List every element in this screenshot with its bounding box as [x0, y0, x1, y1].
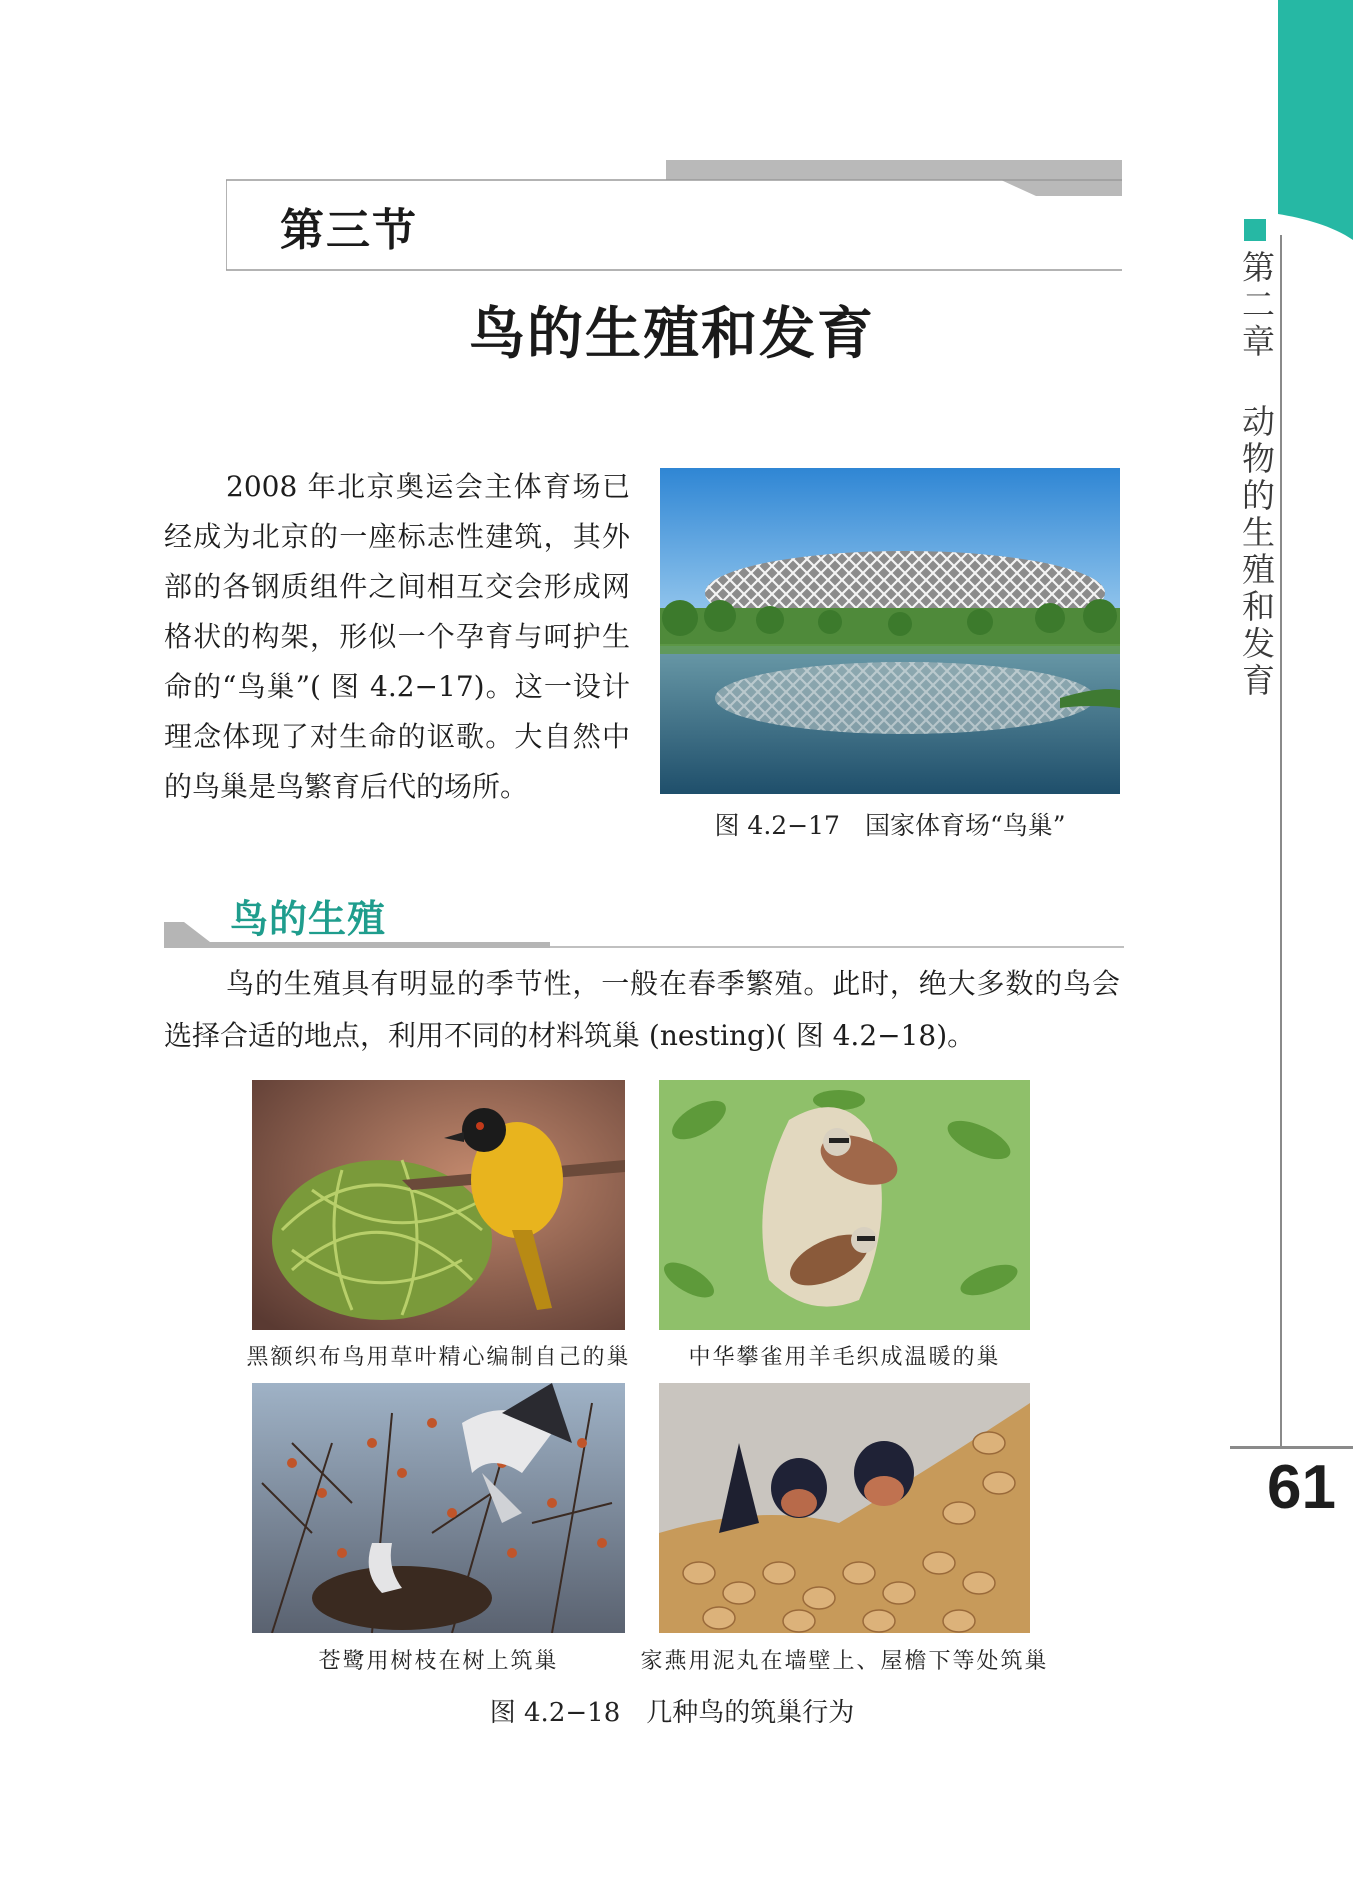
stadium-photo: [660, 468, 1120, 794]
page-number-rule: [1230, 1446, 1353, 1449]
barn-swallow-caption: 家燕用泥丸在墙壁上、屋檐下等处筑巢: [640, 1649, 1049, 1674]
margin-rule: [1280, 235, 1282, 1447]
reproduction-paragraph: 鸟的生殖具有明显的季节性，一般在春季繁殖。此时，绝大多数的鸟会选择合适的地点，利用不同的材料筑巢 (nesting)( 图 4.2−18)。: [164, 967, 1120, 1052]
chapter-tab: [1278, 0, 1353, 240]
page-number: 61: [1267, 1453, 1336, 1522]
nest-figure-caption: 图 4.2−18 几种鸟的筑巢行为: [489, 1698, 855, 1728]
subsection-heading: 鸟的生殖: [230, 897, 387, 941]
intro-paragraph: 2008 年北京奥运会主体育场已经成为北京的一座标志性建筑，其外部的各钢质组件之间相互交会形成网格状的构架，形似一个孕育与呵护生命的“鸟巢”( 图 4.2−17)。这一设计理念体现了对生命的讴歌。大自然中的鸟巢是鸟繁育后代的场所。: [164, 470, 630, 803]
section-number: 第三节: [280, 205, 418, 256]
chapter-label: 第二章 动物的生殖和发育: [1237, 250, 1276, 700]
barn-swallow-photo: [659, 1383, 1030, 1633]
weaver-bird-photo: [252, 1080, 625, 1330]
page-title: 鸟的生殖和发育: [469, 302, 875, 367]
chapter-square-icon: [1244, 219, 1266, 241]
grey-heron-photo: [252, 1383, 625, 1633]
penduline-tit-caption: 中华攀雀用羊毛织成温暖的巢: [688, 1345, 1001, 1370]
penduline-tit-photo: [659, 1080, 1030, 1330]
grey-heron-caption: 苍鹭用树枝在树上筑巢: [318, 1649, 559, 1674]
weaver-bird-caption: 黑额织布鸟用草叶精心编制自己的巢: [246, 1345, 631, 1370]
stadium-figure-caption: 图 4.2−17 国家体育场“鸟巢”: [714, 811, 1066, 840]
